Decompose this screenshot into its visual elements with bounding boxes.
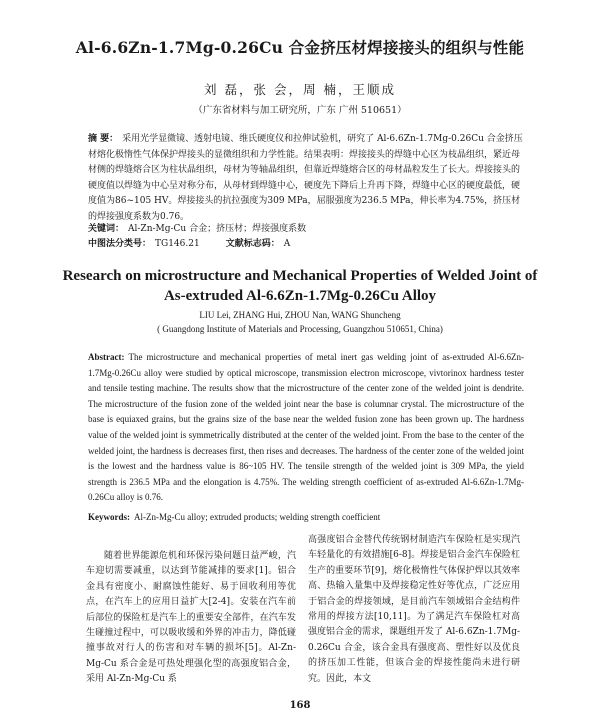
english-title xyxy=(40,266,560,306)
document-code-label: 文献标志码： xyxy=(225,239,280,249)
english-abstract-label: Abstract: xyxy=(88,352,125,362)
chinese-title: Al-6.6Zn-1.7Mg-0.26Cu 合金挤压材焊接接头的组织与性能 xyxy=(75,38,525,57)
chinese-keywords xyxy=(88,222,524,238)
english-title-line-2: As-extruded Al-6.6Zn-1.7Mg-0.26Cu Alloy xyxy=(163,288,437,304)
english-keywords-label: Keywords: xyxy=(88,512,130,522)
body-column-left: 随着世界能源危机和环保污染问题日益严峻，汽车迎切需要减重，以达到节能减排的要求[1]。铝合金具有密度小、耐腐蚀性能好、易于回收利用等优点，在汽车上的应用日益扩大[2-4]。安装在汽车前后部位的保险杠是汽车上的重要安全部件，在汽车发生碰撞过程中，可以吸收缓和外界的冲击力，降低碰撞事故对行人的伤害和对车辆的损坏[5]。Al-Zn-Mg-Cu 系合金是可热处理强化型的高强度铝合金，采用 Al-Zn-Mg-Cu 系 xyxy=(86,551,296,685)
english-keywords xyxy=(88,510,524,526)
document-code-value: A xyxy=(283,239,291,249)
classification-line xyxy=(88,237,524,253)
chinese-keywords-label: 关键词： xyxy=(88,224,125,234)
body-column-right: 高强度铝合金替代传统钢材制造汽车保险杠是实现汽车轻量化的有效措施[6-8]。焊接是铝合金汽车保险杠生产的重要环节[9]，熔化极惰性气体保护焊以其效率高、热输入量集中及焊接稳定性好等优点，广泛应用于铝合金的焊接领域，是目前汽车领域铝合金结构件常用的焊接方法[10,11]。为了满足汽车保险杠对高强度铝合金的需求，课题组开发了 Al-6.6Zn-1.7Mg-0.26Cu 合金，该合金具有强度高、塑性好以及优良的挤压加工性能，但该合金的焊接性能尚未进行研究。因此，本文 xyxy=(308,535,521,684)
english-abstract-text: The microstructure and mechanical properties of metal inert gas welding joint of as-extruded Al-6.6Zn-1.7Mg-0.26Cu alloy were studied by optical microscope, transmission electron microscope, vivtorinox hardness tester and tensile testing machine. The results show that the microstructure of the center zone of the welded joint is dendrite. The microstructure of the fusion zone of the welded joint near the base is columnar crystal. The microstructure of the base is equiaxed grains, but the grains size of the base near the welded fusion zone has been grown up. The hardness value of the welded joint is symmetrically distributed at the center of the welded joint. From the base to the center of the welded joint, the hardness is decreases first, then rises and decreases. The hardness of the center zone of the welded joint is the lowest and the hardness value is 86~105 HV. The tensile strength of the welded joint is 309 MPa, the yield strength is 236.5 MPa and the elongation is 4.75%. The welding strength coefficient of as-extruded Al-6.6Zn-1.7Mg-0.26Cu alloy is 0.76. xyxy=(88,352,524,503)
english-title-line-1: Research on microstructure and Mechanical Properties of Welded Joint of xyxy=(62,268,538,284)
page-number: 168 xyxy=(289,700,311,711)
chinese-keywords-text: Al-Zn-Mg-Cu 合金；挤压材；焊接强度系数 xyxy=(128,224,307,234)
clc-label: 中图法分类号： xyxy=(88,239,152,249)
english-keywords-text: Al-Zn-Mg-Cu alloy; extruded products; welding strength coefficient xyxy=(134,512,381,522)
english-authors: LIU Lei, ZHANG Hui, ZHOU Nan, WANG Shuncheng xyxy=(199,310,401,320)
chinese-abstract-label: 摘 要： xyxy=(88,134,119,144)
english-abstract xyxy=(88,350,524,506)
clc-value: TG146.21 xyxy=(155,239,200,249)
chinese-abstract-text: 采用光学显微镜、透射电镜、维氏硬度仪和拉伸试验机，研究了 Al-6.6Zn-1.7Mg-0.26Cu 合金挤压材熔化极惰性气体保护焊接头的显微组织和力学性能。结果表明：焊接接头的焊缝中心区为枝晶组织，紧近母材侧的焊缝熔合区为柱状晶组织，母材为等轴晶组织，但靠近焊缝熔合区的母材晶粒发生了长大。焊接接头的硬度值以焊缝为中心呈对称分布，从母材到焊缝中心，硬度先下降后上升再下降，焊缝中心区的硬度最低，硬度值为86~105 HV。焊接接头的抗拉强度为309 MPa，屈服强度为236.5 MPa，伸长率为4.75%，挤压材的焊接强度系数为0.76。 xyxy=(88,134,523,222)
chinese-abstract xyxy=(88,132,524,225)
chinese-authors: 刘 磊，张 会，周 楠，王顺成 xyxy=(204,82,396,97)
chinese-affiliation: （广东省材料与加工研究所，广东 广州 510651） xyxy=(193,105,407,116)
english-affiliation: ( Guangdong Institute of Materials and Processing, Guangzhou 510651, China) xyxy=(157,324,443,334)
